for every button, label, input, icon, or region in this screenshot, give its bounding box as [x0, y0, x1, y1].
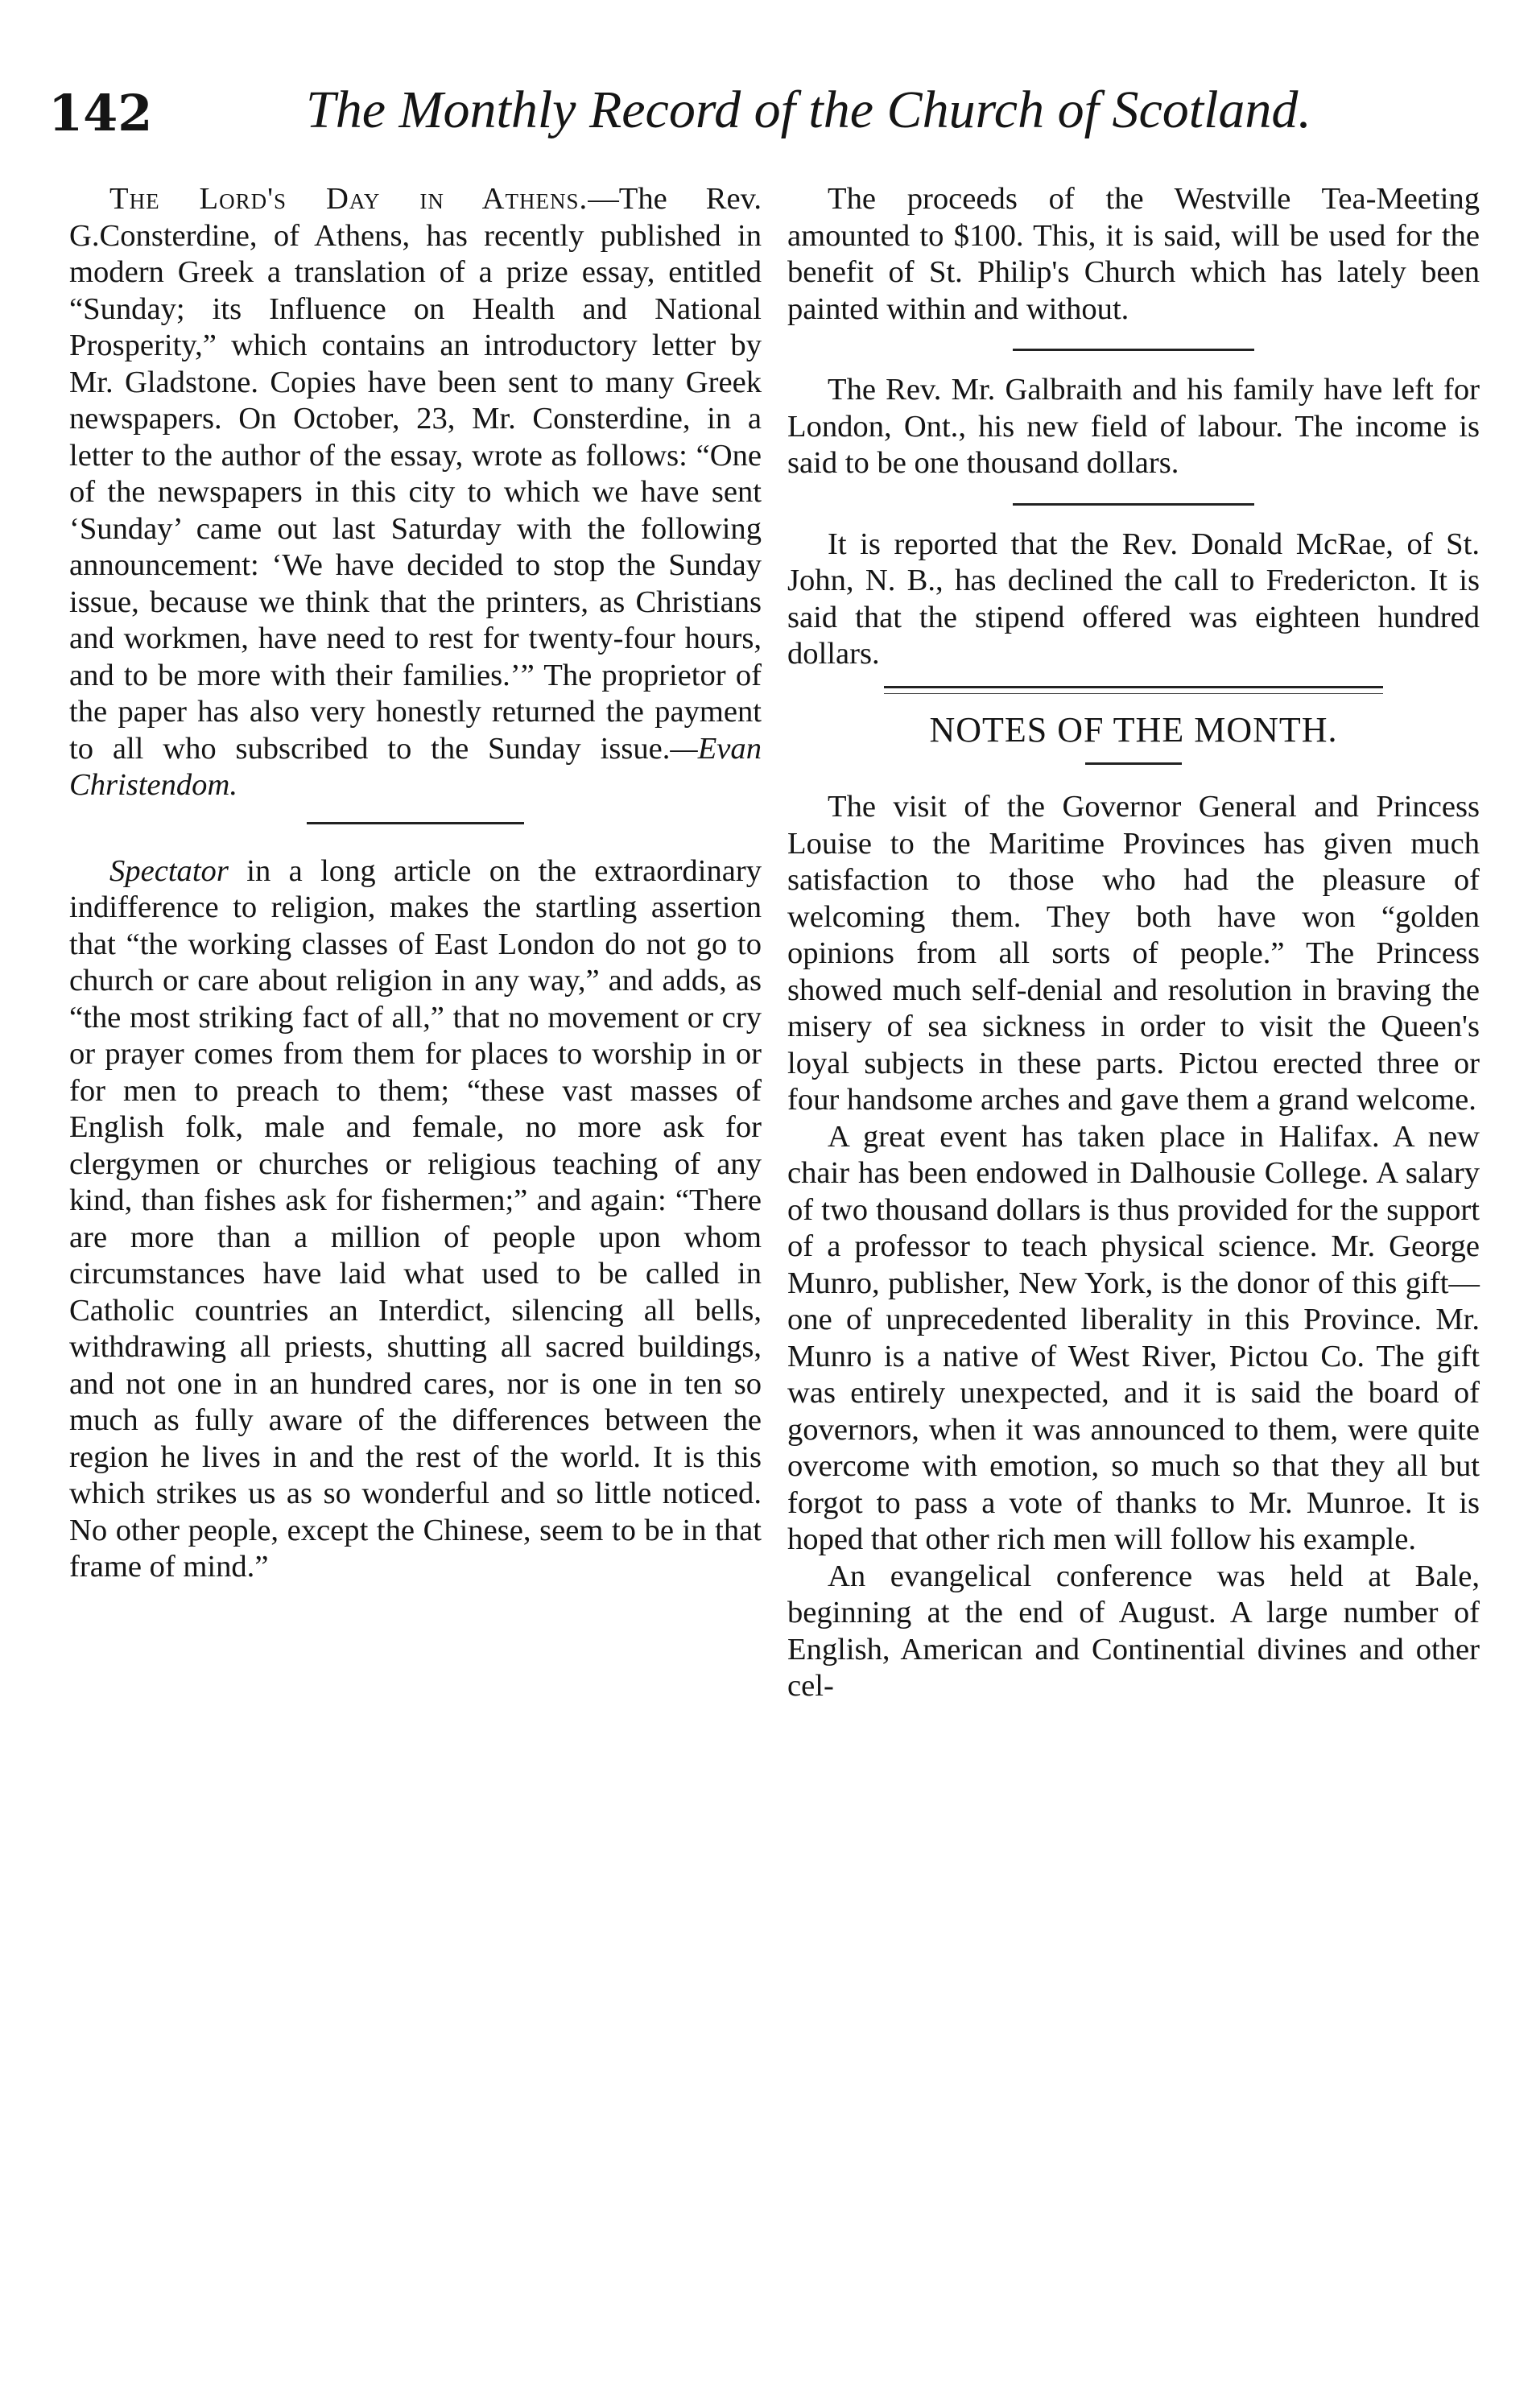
article-heading: The Lord's Day in Athens. — [109, 182, 588, 216]
article-body: The Rev. G.Consterdine, of Athens, has recently published in modern Greek a translation of a prize essay, entitled “Sunday; its Influence on Health and National Prosperity,” which contains an introductory letter by Mr. Gladstone. Copies have been sent to many Greek newspapers. On October, 23, Mr. Consterdine, in a letter to the author of the essay, wrote as follows: “One of the newspapers in this city to which we have sent ‘Sunday’ came out last Saturday with the following announcement: ‘We have decided to stop the Sunday issue, because we think that the printers, as Christians and workmen, have need to rest for twenty-four hours, and to be more with their families.’” The proprietor of the paper has also very honestly returned the payment to all who subscribed to the Sunday issue. — [69, 182, 762, 766]
left-column — [69, 181, 762, 1586]
running-title: The Monthly Record of the Church of Scotland. — [306, 81, 1311, 139]
article-body: in a long article on the extraordinary indifference to religion, makes the startling assertion that “the working classes of East London do not go to church or care about religion in any way,” and adds, as “the most striking fact of all,” that no movement or cry or prayer comes from them for places to worship in or for men to preach to them; “these vast masses of English folk, male and female, no more ask for clergymen or churches or religious teaching of any kind, than fishes ask for fishermen;” and again: “There are more than a million of people upon whom circumstances have laid what used to be called in Catholic countries an Interdict, silencing all bells, withdrawing all priests, shutting all sacred buildings, and not one in an hundred cares, nor is one in ten so much as fully aware of the differences between the region he lives in and the rest of the world. It is this which strikes us as so wonderful and so little noticed. No other people, except the Chinese, seem to be in that frame of mind.” — [69, 853, 762, 1584]
right-column — [787, 181, 1480, 1705]
title-underline — [1085, 762, 1182, 765]
news-item-text: The Rev. Mr. Galbraith and his family have left for London, Ont., his new field of labour. The income is said to be one thousand dollars. — [787, 373, 1480, 480]
news-item-galbraith — [787, 372, 1480, 482]
news-item-text: The proceeds of the Westville Tea-Meeting amounted to $100. This, it is said, will be used for the benefit of St. Philip's Church which has lately been painted within and without. — [787, 182, 1480, 326]
publication-name: Spectator — [109, 853, 229, 888]
news-item-text: It is reported that the Rev. Donald McRae, of St. John, N. B., has declined the call to Fredericton. It is said that the stipend offered was eighteen hundred dollars. — [787, 527, 1480, 671]
section-double-rule — [884, 686, 1383, 694]
page-number: 142 — [48, 84, 153, 142]
article-source: —Evan Christendom. — [69, 731, 762, 802]
article-spectator — [69, 853, 762, 1586]
news-item-mcrae — [787, 527, 1480, 673]
news-item-westville — [787, 181, 1480, 328]
note-paragraph: A great event has taken place in Halifax. A new chair has been endowed in Dalhousie College. A salary of two thousand dollars is thus provided for the support of a professor to teach physical science. Mr. George Munro, publisher, New York, is the donor of this gift—one of unprecedented liberality in this Province. Mr. Munro is a native of West River, Pictou Co. The gift was entirely unexpected, and it is said the board of governors, when it was announced to them, were quite overcome with emotion, so much so that they all but forgot to pass a vote of thanks to Mr. Munroe. It is hoped that other rich men will follow his example. — [787, 1119, 1480, 1556]
note-paragraph: The visit of the Governor General and Princess Louise to the Maritime Provinces has given much satisfaction to those who had the pleasure of welcoming them. They both have won “golden opinions from all sorts of people.” The Princess showed much self-denial and resolution in braving the misery of sea sickness in order to visit the Queen's loyal subjects in these parts. Pictou erected three or four handsome arches and gave them a grand welcome. — [787, 790, 1480, 1117]
heading-dash: — — [588, 182, 619, 216]
article-lords-day-athens — [69, 181, 762, 804]
section-title: NOTES OF THE MONTH. — [929, 709, 1338, 750]
page-header — [48, 81, 1481, 169]
note-paragraph: An evangelical conference was held at Bale, beginning at the end of August. A large number of English, American and Continential divines and other cel- — [787, 1559, 1480, 1703]
